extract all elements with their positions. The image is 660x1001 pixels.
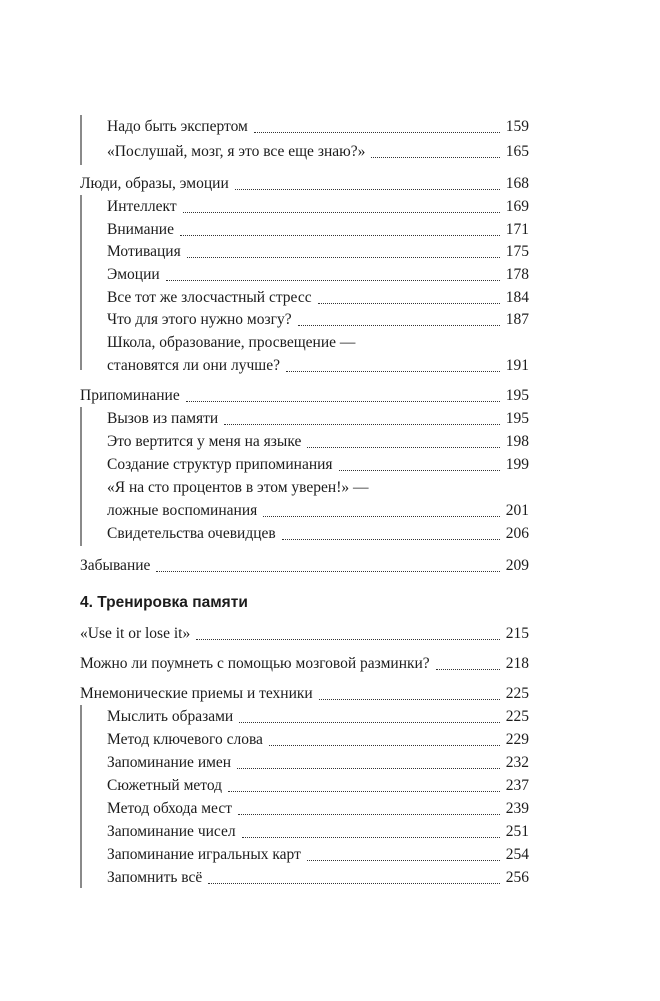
toc-entry[interactable] (107, 140, 529, 164)
toc-entry-title: Это вертится у меня на языке (107, 433, 302, 450)
dot-leader (238, 814, 500, 815)
toc-page-number: 187 (505, 311, 529, 328)
toc-page-number: 169 (505, 198, 529, 215)
toc-entry[interactable] (107, 430, 529, 454)
toc-page-number: 175 (505, 243, 529, 260)
toc-page-number: 225 (505, 708, 529, 725)
dot-leader (263, 516, 500, 517)
toc-entry-title: «Послушай, мозг, я это все еще знаю?» (107, 143, 366, 160)
toc-entry-title: Припоминание (80, 387, 180, 404)
section-bar (80, 115, 82, 165)
toc-page-number: 256 (505, 869, 529, 886)
toc-entry[interactable] (107, 728, 529, 752)
toc-entry[interactable] (80, 682, 529, 706)
toc-page-number: 168 (505, 175, 529, 192)
toc-entry[interactable] (107, 195, 529, 219)
dot-leader (269, 745, 500, 746)
toc-page-number: 237 (505, 777, 529, 794)
toc-entry[interactable] (107, 843, 529, 867)
dot-leader (228, 791, 500, 792)
dot-leader (436, 669, 500, 670)
dot-leader (208, 883, 499, 884)
toc-entry-title: Свидетельства очевидцев (107, 525, 276, 542)
dot-leader (254, 132, 500, 133)
toc-entry[interactable] (80, 622, 529, 646)
toc-entry[interactable] (107, 263, 529, 287)
toc-entry[interactable] (107, 522, 529, 546)
toc-entry-title: Запоминание чисел (107, 823, 236, 840)
toc-entry-title: Забывание (80, 557, 151, 574)
toc-entry-title: Запомнить всё (107, 869, 203, 886)
toc-entry-continuation: становятся ли они лучше? (107, 357, 280, 374)
toc-entry[interactable] (107, 751, 529, 775)
toc-entry-title: Все тот же злосчастный стресс (107, 289, 312, 306)
toc-entry-title: Внимание (107, 221, 174, 238)
toc-page-number: 198 (505, 433, 529, 450)
toc-entry[interactable] (107, 407, 529, 431)
toc-entry-continuation: ложные воспоминания (107, 502, 258, 519)
toc-entry[interactable] (107, 774, 529, 798)
toc-page-number: 184 (505, 289, 529, 306)
dot-leader (282, 539, 500, 540)
toc-entry-title: Запоминание имен (107, 754, 232, 771)
toc-entry[interactable] (107, 240, 529, 264)
toc-entry-title: «Use it or lose it» (80, 625, 191, 642)
toc-entry-title: Сюжетный метод (107, 777, 223, 794)
dot-leader (187, 257, 500, 258)
toc-page-number: 191 (505, 357, 529, 374)
dot-leader (307, 447, 499, 448)
toc-entry-title: Можно ли поумнеть с помощью мозговой разминки? (80, 655, 430, 672)
dot-leader (224, 424, 500, 425)
chapter-heading: 4. Тренировка памяти (80, 594, 248, 611)
dot-leader (237, 768, 500, 769)
dot-leader (180, 235, 500, 236)
toc-page-number: 229 (505, 731, 529, 748)
toc-page-number: 215 (505, 625, 529, 642)
toc-page-number: 209 (505, 557, 529, 574)
toc-entry-title: Метод обхода мест (107, 800, 232, 817)
toc-entry[interactable] (107, 354, 529, 378)
dot-leader (286, 371, 500, 372)
toc-entry-title: Люди, образы, эмоции (80, 175, 229, 192)
toc-entry[interactable] (80, 652, 529, 676)
toc-entry[interactable] (107, 705, 529, 729)
toc-page-number: 195 (505, 410, 529, 427)
toc-page-number: 165 (505, 143, 529, 160)
toc-entry[interactable] (107, 308, 529, 332)
toc-page-number: 239 (505, 800, 529, 817)
toc-entry-title: «Я на сто процентов в этом уверен!» — (107, 479, 369, 496)
section-bar (80, 195, 82, 370)
toc-entry[interactable] (80, 172, 529, 196)
toc-entry-title: Мнемонические приемы и техники (80, 685, 313, 702)
toc-entry-title: Эмоции (107, 266, 160, 283)
toc-entry-title: Запоминание игральных карт (107, 846, 301, 863)
toc-entry[interactable] (107, 866, 529, 890)
dot-leader (339, 470, 500, 471)
toc-entry-title: Интеллект (107, 198, 177, 215)
dot-leader (318, 303, 500, 304)
dot-leader (183, 212, 500, 213)
toc-entry[interactable] (107, 453, 529, 477)
toc-entry-title: Что для этого нужно мозгу? (107, 311, 292, 328)
toc-page-number: 251 (505, 823, 529, 840)
toc-entry-title: Вызов из памяти (107, 410, 219, 427)
toc-entry[interactable] (107, 218, 529, 242)
toc-page-number: 199 (505, 456, 529, 473)
toc-page-number: 159 (505, 118, 529, 135)
toc-entry[interactable] (80, 384, 529, 408)
toc-entry-title: Мотивация (107, 243, 181, 260)
toc-entry-title: Мыслить образами (107, 708, 234, 725)
section-bar (80, 407, 82, 546)
toc-entry-title: Создание структур припоминания (107, 456, 333, 473)
toc-page-number: 218 (505, 655, 529, 672)
toc-entry[interactable] (107, 797, 529, 821)
toc-page-number: 232 (505, 754, 529, 771)
section-bar (80, 705, 82, 888)
toc-entry-title: Надо быть экспертом (107, 118, 248, 135)
toc-entry[interactable] (107, 499, 529, 523)
toc-entry-title: Школа, образование, просвещение — (107, 334, 356, 351)
dot-leader (166, 280, 500, 281)
dot-leader (239, 722, 500, 723)
toc-page-number: 178 (505, 266, 529, 283)
toc-page-number: 171 (505, 221, 529, 238)
toc-page-number: 254 (505, 846, 529, 863)
toc-page-number: 225 (505, 685, 529, 702)
toc-page-number: 201 (505, 502, 529, 519)
dot-leader (371, 157, 499, 158)
toc-page-number: 206 (505, 525, 529, 542)
toc-entry[interactable] (107, 286, 529, 310)
toc-entry[interactable] (107, 820, 529, 844)
dot-leader (196, 639, 500, 640)
dot-leader (298, 325, 500, 326)
toc-entry[interactable] (80, 554, 529, 578)
dot-leader (235, 189, 500, 190)
dot-leader (156, 571, 499, 572)
dot-leader (242, 837, 500, 838)
dot-leader (319, 699, 500, 700)
toc-page-number: 195 (505, 387, 529, 404)
dot-leader (307, 860, 500, 861)
dot-leader (186, 401, 500, 402)
toc-entry-title: Метод ключевого слова (107, 731, 263, 748)
toc-entry[interactable] (107, 115, 529, 139)
